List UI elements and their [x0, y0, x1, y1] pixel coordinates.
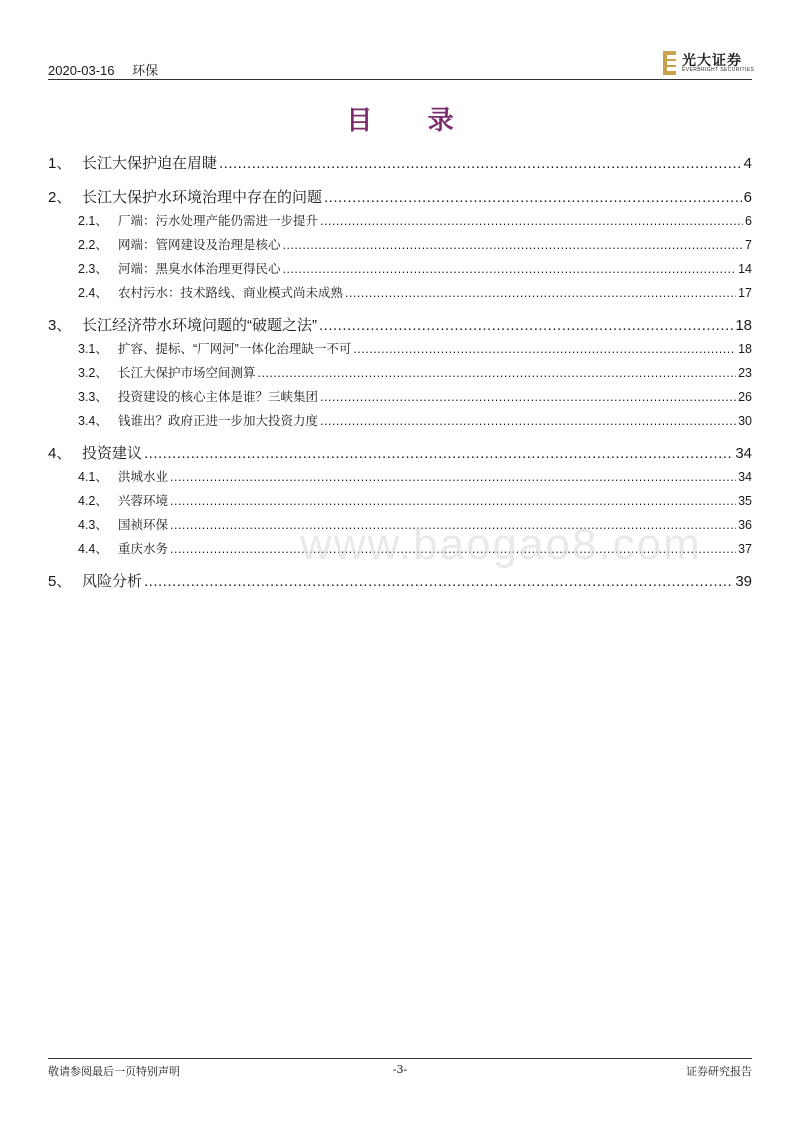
- footer-report-type: 证券研究报告: [686, 1065, 752, 1078]
- header-divider: [48, 79, 752, 80]
- toc-entry-page: 7: [745, 238, 752, 252]
- toc-entry-number: 2.1、: [78, 214, 108, 228]
- toc-subentry[interactable]: [48, 361, 752, 385]
- dot-leader: [324, 187, 742, 209]
- toc-entry[interactable]: [48, 571, 752, 593]
- toc-entry-title: 河端：黑臭水体治理更得民心: [118, 262, 281, 276]
- toc-subentry[interactable]: [48, 233, 752, 257]
- dot-leader: [320, 209, 743, 233]
- toc-entry-page: 36: [738, 518, 752, 532]
- toc-entry[interactable]: [48, 153, 752, 175]
- dot-leader: [170, 465, 736, 489]
- toc-entry-number: 4.1、: [78, 470, 108, 484]
- dot-leader: [219, 153, 742, 175]
- toc-entry-page: 17: [738, 286, 752, 300]
- toc-subentry[interactable]: [48, 209, 752, 233]
- toc-entry-page: 26: [738, 390, 752, 404]
- toc-subentry[interactable]: [48, 409, 752, 433]
- toc-entry-title: 长江大保护水环境治理中存在的问题: [82, 189, 323, 206]
- dot-leader: [345, 281, 736, 305]
- company-logo: [662, 48, 755, 78]
- toc-subentry[interactable]: [48, 465, 752, 489]
- toc-entry-page: 6: [745, 214, 752, 228]
- report-sector: 环保: [132, 63, 159, 78]
- toc-entry-number: 1、: [48, 155, 72, 172]
- toc-entry-title: 扩容、提标、“厂网河”一体化治理缺一不可: [118, 342, 352, 356]
- toc-entry-title: 农村污水：技术路线、商业模式尚未成熟: [118, 286, 344, 300]
- toc-entry-page: 35: [738, 494, 752, 508]
- footer-disclaimer: 敬请参阅最后一页特别声明: [48, 1065, 180, 1078]
- toc-entry-title: 国祯环保: [118, 518, 169, 532]
- logo-mark-icon: [662, 50, 678, 76]
- toc-entry-title: 长江大保护市场空间测算: [118, 366, 256, 380]
- toc-entry-number: 3.2、: [78, 366, 108, 380]
- toc-entry-number: 4.4、: [78, 542, 108, 556]
- toc-entry-number: 2.3、: [78, 262, 108, 276]
- toc-entry-page: 34: [738, 470, 752, 484]
- toc-entry-page: 30: [738, 414, 752, 428]
- toc-entry-title: 钱谁出？政府正进一步加大投资力度: [118, 414, 319, 428]
- toc-entry-number: 5、: [48, 573, 72, 590]
- toc-entry-page: 18: [738, 342, 752, 356]
- toc-heading: 目 录: [346, 105, 478, 135]
- toc-entry-title: 风险分析: [82, 573, 143, 590]
- dot-leader: [320, 409, 736, 433]
- toc-entry-page: 4: [743, 155, 752, 172]
- dot-leader: [283, 257, 737, 281]
- dot-leader: [258, 361, 737, 385]
- dot-leader: [170, 489, 736, 513]
- toc-subentry[interactable]: [48, 281, 752, 305]
- dot-leader: [320, 385, 736, 409]
- toc-subentry[interactable]: [48, 385, 752, 409]
- toc-entry-title: 厂端：污水处理产能仍需进一步提升: [118, 214, 319, 228]
- toc-entry-page: 37: [738, 542, 752, 556]
- toc-entry-number: 3.1、: [78, 342, 108, 356]
- dot-leader: [353, 337, 736, 361]
- toc-subentry[interactable]: [48, 337, 752, 361]
- toc-entry-number: 4.2、: [78, 494, 108, 508]
- toc-entry-page: 34: [735, 445, 752, 462]
- toc-entry-number: 2、: [48, 189, 72, 206]
- toc-entry-title: 兴蓉环境: [118, 494, 169, 508]
- toc-entry-number: 2.2、: [78, 238, 108, 252]
- toc-entry-number: 3.3、: [78, 390, 108, 404]
- logo-text: 光大证券: [682, 52, 742, 68]
- toc-subentry[interactable]: [48, 489, 752, 513]
- dot-leader: [283, 233, 744, 257]
- toc-entry-title: 长江经济带水环境问题的“破题之法”: [82, 317, 317, 334]
- toc-entry-page: 23: [738, 366, 752, 380]
- logo-subtext: EVERBRIGHT SECURITIES: [682, 67, 755, 73]
- toc-entry[interactable]: [48, 187, 752, 209]
- report-date: 2020-03-16: [48, 63, 115, 78]
- toc-subentry[interactable]: [48, 257, 752, 281]
- dot-leader: [144, 571, 733, 593]
- toc-entry-number: 4、: [48, 445, 72, 462]
- page-number: -3-: [392, 1063, 408, 1076]
- toc-entry-title: 投资建议: [82, 445, 143, 462]
- toc-entry-number: 4.3、: [78, 518, 108, 532]
- toc-entry-title: 洪城水业: [118, 470, 169, 484]
- toc-entry-title: 网端：管网建设及治理是核心: [118, 238, 281, 252]
- footer-divider: [48, 1058, 752, 1059]
- toc-entry-number: 2.4、: [78, 286, 108, 300]
- toc-entry-page: 39: [735, 573, 752, 590]
- toc-entry-number: 3.4、: [78, 414, 108, 428]
- toc-entry-number: 3、: [48, 317, 72, 334]
- toc-entry[interactable]: [48, 443, 752, 465]
- toc-entry-title: 投资建设的核心主体是谁？三峡集团: [118, 390, 319, 404]
- dot-leader: [144, 443, 733, 465]
- toc-entry-page: 6: [743, 189, 752, 206]
- toc-entry-page: 18: [735, 317, 752, 334]
- watermark-text: www.baogao8.com: [300, 520, 702, 569]
- dot-leader: [319, 315, 733, 337]
- toc-entry-page: 14: [738, 262, 752, 276]
- page-header: [48, 60, 172, 79]
- toc-entry-title: 重庆水务: [118, 542, 169, 556]
- toc-entry[interactable]: [48, 315, 752, 337]
- toc-entry-title: 长江大保护迫在眉睫: [82, 155, 218, 172]
